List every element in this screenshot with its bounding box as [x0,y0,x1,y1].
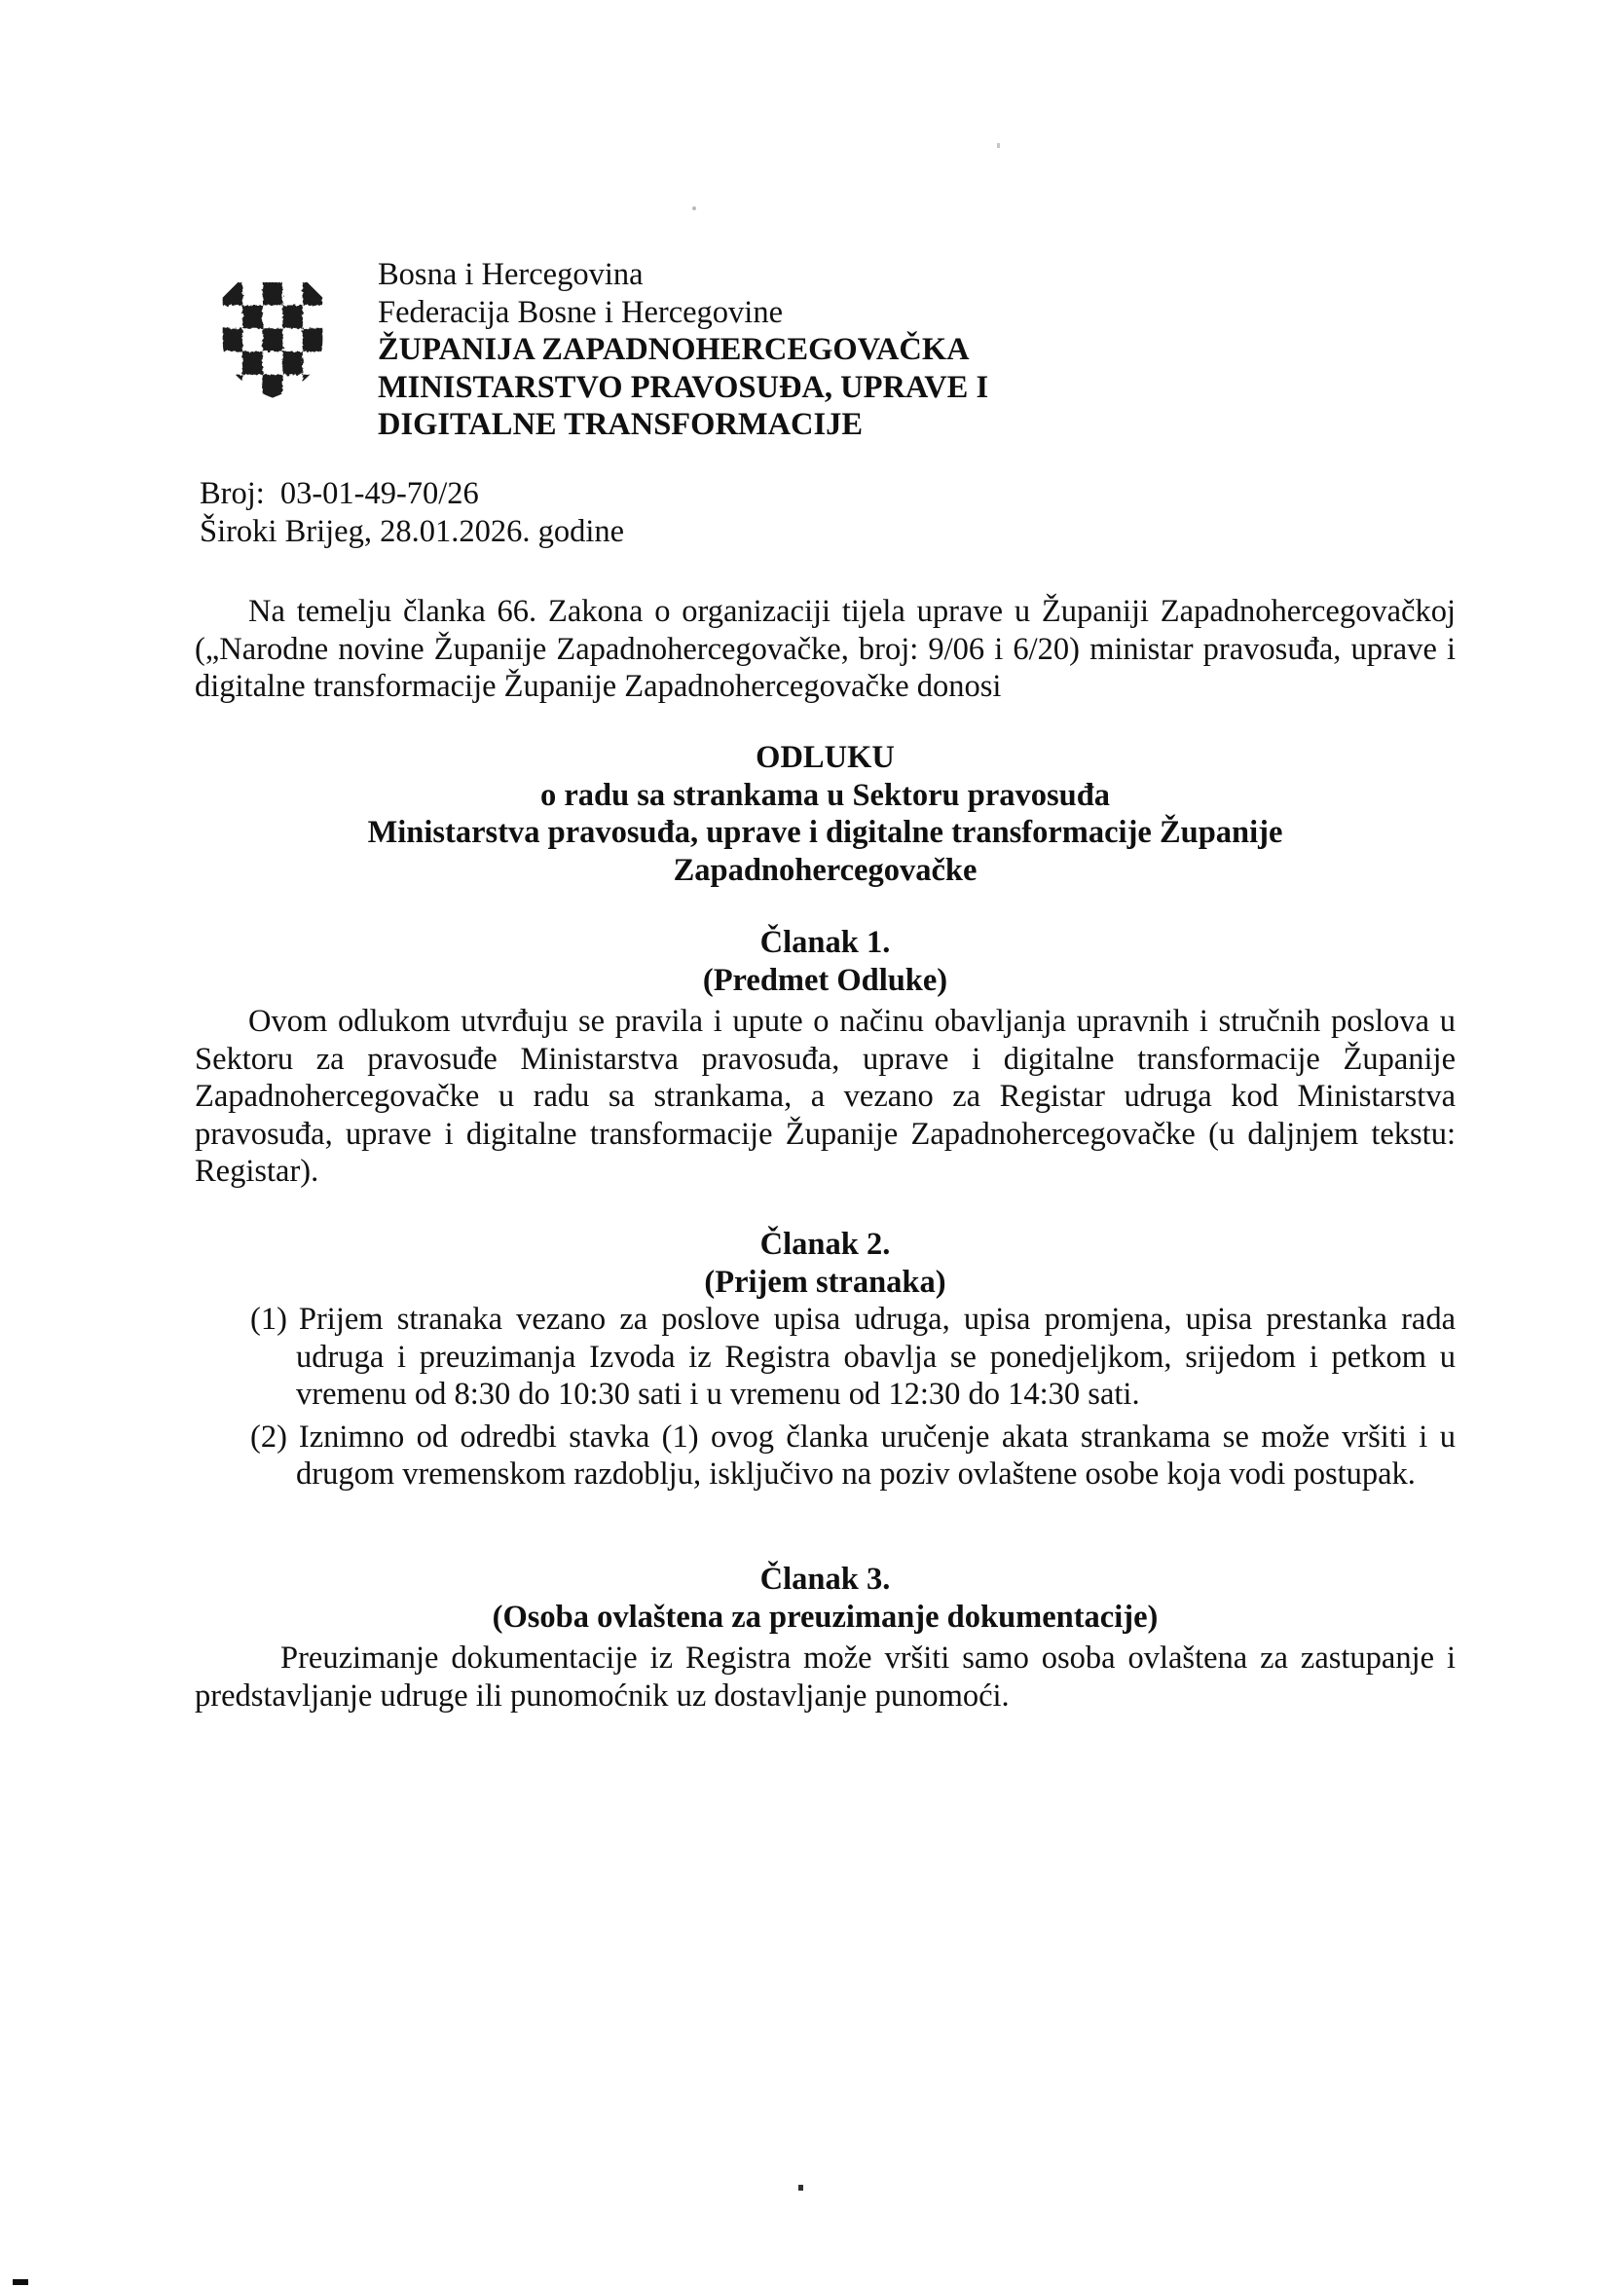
org-country: Bosna i Hercegovina [378,257,644,292]
clause-1-number: (1) [250,1302,287,1337]
org-county: ŽUPANIJA ZAPADNOHERCEGOVAČKA [378,332,970,367]
article-2-subheading: (Prijem stranaka) [704,1264,946,1300]
decision-subtitle-line-2: Ministarstva pravosuđa, uprave i digitalne transformacije Županije [367,815,1283,850]
article-2 [195,1226,1456,1494]
scan-artifact-dot-top-1 [692,206,696,210]
article-1-subheading: (Predmet Odluke) [702,962,948,998]
document-number-label: Broj: [200,476,265,511]
reference-block [200,475,624,550]
decision-title: ODLUKU [756,740,895,775]
org-ministry-line-2: DIGITALNE TRANSFORMACIJE [378,407,864,442]
org-federation: Federacija Bosne i Hercegovine [378,294,784,330]
article-2-clause-1 [195,1301,1456,1414]
scan-artifact-bottom-left [13,2279,28,2285]
article-3-paragraph: Preuzimanje dokumentacije iz Registra može vršiti samo osoba ovlaštena za zastupanje i predstavljanje udruge ili punomoćnik uz dostavljanje punomoći. [195,1641,1456,1714]
article-3 [195,1561,1456,1715]
coat-of-arms-icon [214,277,331,401]
clause-1-text: Prijem stranaka vezano za poslove upisa udruga, upisa promjena, upisa prestanka rada udruga i preuzimanja Izvoda iz Registra obavlja se ponedjeljkom, srijedom i petkom u vremenu od 8:30 do 10:30 sati i u vremenu od 12:30 do 14:30 sati. [296,1302,1456,1412]
decision-title-block [195,739,1456,889]
document-number-value: 03-01-49-70/26 [279,476,479,511]
article-1-paragraph: Ovom odlukom utvrđuju se pravila i upute o načinu obavljanja upravnih i stručnih poslova u Sektoru za pravosuđe Ministarstva pravosuđa, uprave i digitalne transformacije Županije Zapadnohercegovačke u radu sa strankama, a vezano za Registar udruga kod Ministarstva pravosuđa, uprave i digitalne transformacije Županije Zapadnohercegovačke (u daljnjem tekstu: Registar). [195,1004,1456,1189]
scan-artifact-dot-top-2 [997,143,1000,148]
org-ministry-line-1: MINISTARSTVO PRAVOSUĐA, UPRAVE I [378,369,989,405]
clause-2-text: Iznimno od odredbi stavka (1) ovog članka uručenje akata strankama se može vršiti i u drugom vremenskom razdoblju, isključivo na poziv ovlaštene osobe koja vodi postupak. [296,1419,1456,1492]
article-3-subheading: (Osoba ovlaštena za preuzimanje dokumentacije) [492,1599,1159,1635]
article-2-heading: Članak 2. [759,1227,891,1262]
decision-subtitle-line-1: o radu sa strankama u Sektoru pravosuđa [539,777,1111,813]
clause-2-number: (2) [250,1419,287,1455]
article-1-heading: Članak 1. [759,925,891,960]
article-1 [195,924,1456,1191]
letterhead [214,256,988,444]
article-2-clause-2 [195,1419,1456,1494]
place-and-date: Široki Brijeg, 28.01.2026. godine [200,513,625,549]
preamble-paragraph: Na temelju članka 66. Zakona o organizaciji tijela uprave u Županiji Zapadnohercegovačkoj („Narodne novine Županije Zapadnohercegovačke, broj: 9/06 i 6/20) ministar pravosuđa, uprave i digitalne transformacije Županije Zapadnohercegovačke donosi [195,594,1456,704]
document-number-line [200,475,624,513]
article-3-heading: Članak 3. [759,1562,891,1597]
letterhead-text [378,256,988,444]
decision-subtitle-line-3: Zapadnohercegovačke [673,852,978,888]
scan-artifact-dot-lower [798,2185,803,2191]
